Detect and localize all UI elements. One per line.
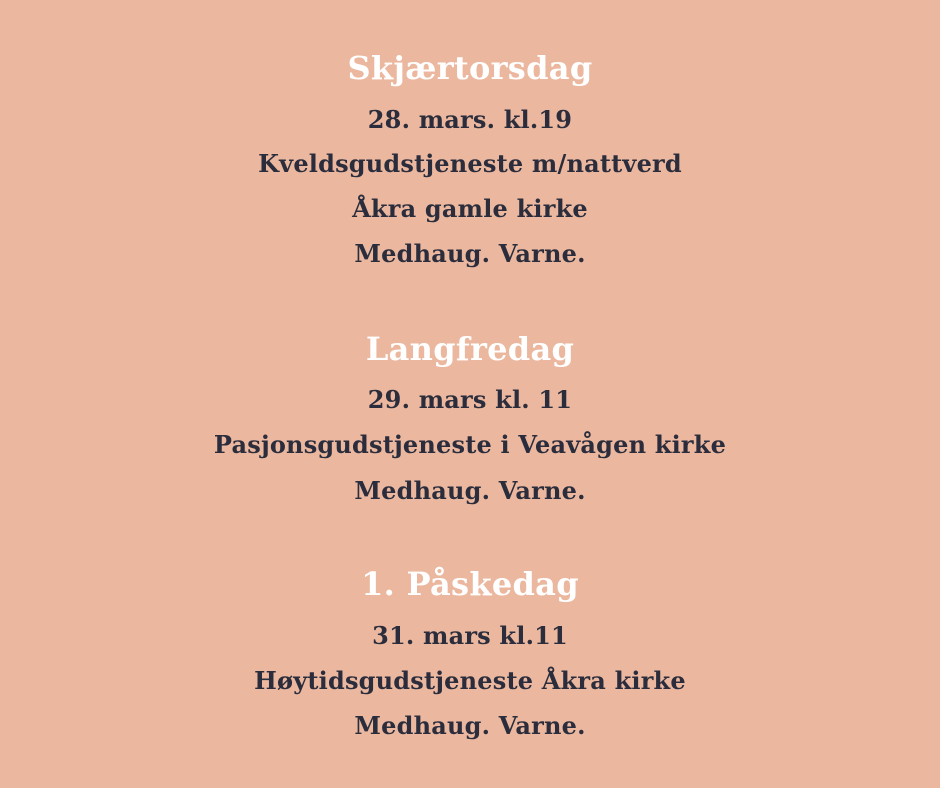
service-title-langfredag: Langfredag — [365, 330, 575, 368]
service-description-line: Høytidsgudstjeneste Åkra kirke — [254, 666, 686, 695]
service-location-line: Åkra gamle kirke — [352, 194, 588, 223]
service-date-line: 31. mars kl.11 — [372, 621, 568, 650]
service-officiants-line: Medhaug. Varne. — [354, 239, 586, 268]
service-title-paaskedag: 1. Påskedag — [361, 565, 579, 603]
service-title-skjaertorsdag: Skjærtorsdag — [347, 49, 593, 87]
service-description-line: Kveldsgudstjeneste m/nattverd — [258, 149, 682, 178]
service-officiants-line: Medhaug. Varne. — [354, 711, 586, 740]
service-description-line: Pasjonsgudstjeneste i Veavågen kirke — [213, 430, 727, 459]
service-officiants-line: Medhaug. Varne. — [354, 476, 586, 505]
service-date-line: 29. mars kl. 11 — [367, 385, 573, 414]
service-date-line: 28. mars. kl.19 — [367, 105, 573, 134]
